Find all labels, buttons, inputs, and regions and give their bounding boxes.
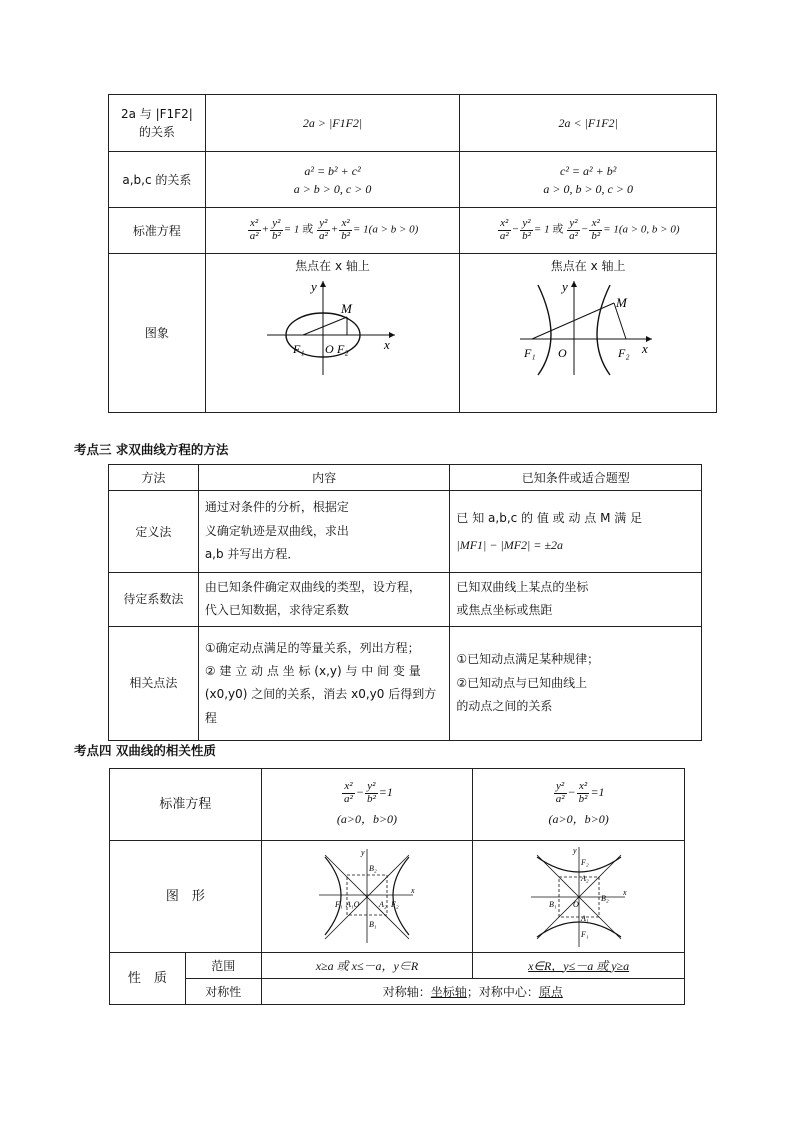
hyperbola-abc-relation bbox=[460, 152, 717, 208]
svg-text:x: x bbox=[642, 341, 648, 356]
svg-text:B₂: B₂ bbox=[600, 893, 609, 903]
content-line: ①确定动点满足的等量关系，列出方程； bbox=[204, 640, 420, 655]
label-symmetry: 对称性 bbox=[185, 979, 261, 1005]
row-label-2a-f1f2 bbox=[109, 95, 206, 152]
x-axis-hyperbola-figure bbox=[317, 847, 417, 947]
svg-text:M: M bbox=[340, 301, 352, 316]
ellipse-standard-equation: $\frac{\text{x²}}{\text{a²}}$ + $\frac{\text{y²}}{\text{b²}}$ = 1 或 $\frac{\text{y²}}{\text{a²}}$ + $\frac{\text{x²}}{\text{b²}}$ = 1(a > b > 0) bbox=[205, 208, 460, 254]
symmetry-center: 原点 bbox=[538, 984, 563, 999]
condition-line: 已知双曲线上某点的坐标 bbox=[456, 580, 589, 594]
svg-text:M: M bbox=[616, 295, 627, 310]
condition-definition bbox=[450, 491, 702, 573]
condition-undetermined-coefficients bbox=[450, 573, 702, 627]
or-text: 或 bbox=[302, 223, 314, 237]
header-condition: 已知条件或适合题型 bbox=[450, 465, 702, 491]
content-line: a,b 并写出方程． bbox=[204, 547, 300, 562]
content-undetermined-coefficients bbox=[198, 573, 450, 627]
svg-text:A₁: A₁ bbox=[580, 913, 589, 923]
svg-text:x: x bbox=[383, 337, 390, 352]
svg-text:B₂: B₂ bbox=[368, 863, 377, 873]
ellipse-abc-relation bbox=[205, 152, 460, 208]
std-eq-x-condition: (a>0，b>0) bbox=[336, 811, 398, 826]
equation-condition: = 1(a > 0, b > 0) bbox=[603, 224, 680, 237]
hyperbola-methods-table bbox=[108, 464, 702, 741]
fraction: $\frac{\text{y²}}{\text{b²}}$ bbox=[366, 780, 376, 805]
range-x-axis: x≥a 或 x≤－a，y∈R bbox=[261, 953, 473, 979]
std-eq-y-axis bbox=[473, 769, 685, 841]
range-y-axis: x∈R，y≤－a 或 y≥a bbox=[473, 953, 685, 979]
std-eq-y-formula: $\frac{\text{y²}}{\text{a²}}$ − $\frac{\text{x²}}{\text{b²}}$ =1 bbox=[555, 780, 605, 805]
content-related-point bbox=[198, 626, 450, 740]
fraction: $\frac{\text{y²}}{\text{a²}}$ bbox=[569, 217, 578, 242]
std-eq-x-formula: $\frac{\text{x²}}{\text{a²}}$ − $\frac{\text{y²}}{\text{b²}}$ =1 bbox=[344, 780, 393, 805]
hyperbola-graph-cell bbox=[460, 254, 717, 413]
fraction: $\frac{\text{x²}}{\text{a²}}$ bbox=[499, 217, 509, 242]
ellipse-graph-cell bbox=[205, 254, 460, 413]
svg-text:F₂: F₂ bbox=[336, 342, 349, 356]
condition-line: 或焦点坐标或焦距 bbox=[456, 603, 553, 618]
ellipse-figure bbox=[263, 277, 403, 377]
content-line: 通过对条件的分析，根据定 bbox=[204, 500, 349, 515]
formula-line: a > 0, b > 0, c > 0 bbox=[543, 181, 633, 196]
formula-line: c² = a² + b² bbox=[560, 163, 617, 178]
svg-text:B₁: B₁ bbox=[548, 899, 557, 909]
label-line: 的关系 bbox=[138, 125, 175, 139]
row-label-graph: 图象 bbox=[109, 254, 206, 413]
label-properties: 性 质 bbox=[110, 953, 186, 1005]
hyperbola-2a-relation: 2a < |F1F2| bbox=[460, 95, 717, 152]
svg-text:F₁: F₁ bbox=[580, 929, 589, 939]
svg-text:F₂: F₂ bbox=[580, 857, 589, 867]
fraction: $\frac{\text{y²}}{\text{b²}}$ bbox=[271, 217, 281, 242]
svg-text:O: O bbox=[558, 346, 567, 360]
fraction: $\frac{\text{y²}}{\text{a²}}$ bbox=[318, 217, 328, 242]
label-line: 2a 与 |F1F2| bbox=[120, 107, 193, 121]
svg-text:A₂: A₂ bbox=[580, 873, 589, 883]
svg-text:F₁: F₁ bbox=[334, 899, 343, 909]
content-line: 由已知条件确定双曲线的类型，设方程， bbox=[204, 580, 421, 594]
svg-text:O: O bbox=[324, 342, 334, 356]
svg-text:y: y bbox=[310, 279, 317, 294]
equation-condition: = 1(a > b > 0) bbox=[353, 224, 419, 237]
content-line: 程 bbox=[204, 710, 217, 725]
svg-text:O: O bbox=[572, 899, 579, 909]
label-range: 范围 bbox=[185, 953, 261, 979]
svg-text:x: x bbox=[410, 885, 415, 895]
fraction: $\frac{\text{y²}}{\text{b²}}$ bbox=[522, 217, 531, 242]
hyperbola-figure bbox=[518, 277, 658, 377]
method-undetermined-coefficients: 待定系数法 bbox=[109, 573, 199, 627]
symmetry-value bbox=[261, 979, 684, 1005]
y-axis-hyperbola-figure bbox=[529, 845, 629, 949]
svg-text:x: x bbox=[622, 887, 627, 897]
content-line: 义确定轨迹是双曲线，求出 bbox=[204, 523, 349, 538]
svg-text:F₂: F₂ bbox=[390, 899, 399, 909]
content-line: (x0,y0) 之间的关系，消去 x0,y0 后得到方 bbox=[204, 687, 437, 702]
fraction: $\frac{\text{x²}}{\text{b²}}$ bbox=[578, 780, 588, 805]
ellipse-caption: 焦点在 x 轴上 bbox=[295, 259, 370, 273]
equals-one: = 1 bbox=[283, 224, 300, 237]
content-line: ② 建 立 动 点 坐 标 (x,y) 与 中 间 变 量 bbox=[204, 663, 421, 678]
section4-title: 考点四 双曲线的相关性质 bbox=[74, 743, 216, 758]
ellipse-2a-relation: 2a > |F1F2| bbox=[205, 95, 460, 152]
row-label-abc: a,b,c 的关系 bbox=[109, 152, 206, 208]
symmetry-mid: ；对称中心： bbox=[466, 984, 539, 999]
svg-text:F₁: F₁ bbox=[524, 346, 536, 360]
formula-line: a² = b² + c² bbox=[304, 163, 361, 178]
hyperbola-standard-equation: $\frac{\text{x²}}{\text{a²}}$ − $\frac{\text{y²}}{\text{b²}}$ = 1 或 $\frac{\text{y²}}{\text{a²}}$ − $\frac{\text{x²}}{\text{b²}}$ = 1(a > 0, b > 0) bbox=[460, 208, 717, 254]
formula-line: a > b > 0, c > 0 bbox=[293, 181, 372, 196]
section3-title: 考点三 求双曲线方程的方法 bbox=[74, 442, 229, 457]
content-definition bbox=[198, 491, 450, 573]
condition-line: ②已知动点与已知曲线上 bbox=[456, 675, 588, 690]
figure-x-axis-hyperbola bbox=[261, 841, 473, 953]
svg-text:A₁O: A₁O bbox=[345, 899, 360, 909]
hyperbola-caption: 焦点在 x 轴上 bbox=[550, 259, 626, 273]
svg-text:y: y bbox=[572, 845, 577, 855]
label-standard-equation: 标准方程 bbox=[110, 769, 262, 841]
method-definition: 定义法 bbox=[109, 491, 199, 573]
fraction: $\frac{\text{x²}}{\text{b²}}$ bbox=[591, 217, 601, 242]
header-method: 方法 bbox=[109, 465, 199, 491]
hyperbola-properties-table bbox=[109, 768, 685, 1005]
std-eq-x-axis bbox=[261, 769, 473, 841]
fraction: $\frac{\text{x²}}{\text{a²}}$ bbox=[249, 217, 259, 242]
or-text: 或 bbox=[552, 223, 564, 237]
svg-text:F₁: F₁ bbox=[292, 342, 305, 356]
ellipse-hyperbola-comparison-table bbox=[108, 94, 717, 413]
label-figure: 图 形 bbox=[110, 841, 262, 953]
equals-one: = 1 bbox=[533, 224, 550, 237]
svg-text:y: y bbox=[562, 279, 568, 294]
condition-related-point bbox=[450, 626, 702, 740]
fraction: $\frac{\text{x²}}{\text{a²}}$ bbox=[344, 780, 353, 805]
svg-text:y: y bbox=[360, 847, 365, 857]
symmetry-prefix: 对称轴： bbox=[382, 984, 431, 999]
condition-line: 的动点之间的关系 bbox=[456, 698, 553, 713]
condition-line: 已 知 a,b,c 的 值 或 动 点 M 满 足 bbox=[456, 511, 643, 526]
header-content: 内容 bbox=[198, 465, 450, 491]
svg-text:F₂: F₂ bbox=[618, 346, 630, 360]
symmetry-axis: 坐标轴 bbox=[430, 984, 467, 999]
condition-line: |MF1| − |MF2| = ±2a bbox=[456, 537, 564, 552]
method-related-point: 相关点法 bbox=[109, 626, 199, 740]
content-line: 代入已知数据，求待定系数 bbox=[204, 603, 349, 618]
figure-y-axis-hyperbola bbox=[473, 841, 685, 953]
fraction: $\frac{\text{y²}}{\text{a²}}$ bbox=[555, 780, 565, 805]
fraction: $\frac{\text{x²}}{\text{b²}}$ bbox=[341, 217, 350, 242]
svg-text:A₂: A₂ bbox=[378, 899, 387, 909]
row-label-standard-equation: 标准方程 bbox=[109, 208, 206, 254]
std-eq-y-condition: (a>0，b>0) bbox=[548, 811, 609, 826]
svg-text:B₁: B₁ bbox=[368, 919, 377, 929]
condition-line: ①已知动点满足某种规律； bbox=[456, 652, 600, 667]
